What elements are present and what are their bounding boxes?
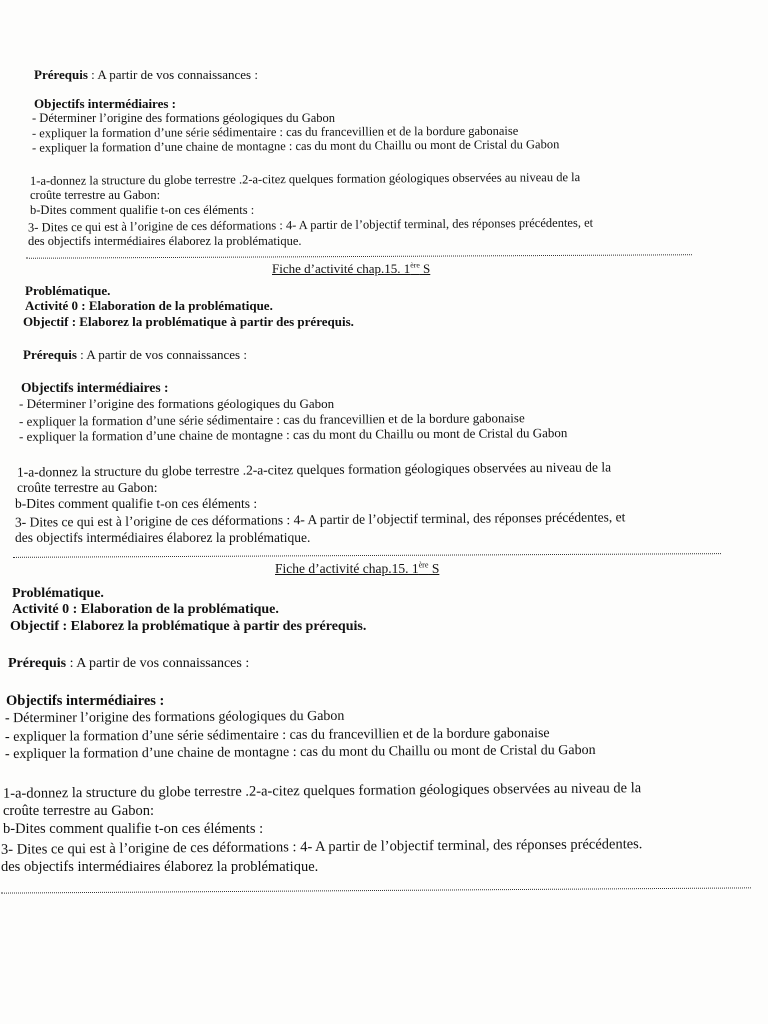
objectif-2: Objectif : Elaborez la problématique à partir des prérequis. xyxy=(23,314,354,329)
fiche-title-2 xyxy=(272,262,430,275)
prerequis-line-1 xyxy=(34,68,258,81)
objectif-item-1-3: - expliquer la formation d’une chaine de montagne : cas du mont du Chaillu ou mont de Cristal du Gabon xyxy=(31,137,560,155)
prerequis-text: : A partir de vos connaissances : xyxy=(66,656,250,671)
problematique-3: Problématique. xyxy=(12,586,104,601)
question-2-5: des objectifs intermédiaires élaborez la problématique. xyxy=(15,530,311,545)
objectif-3: Objectif : Elaborez la problématique à partir des prérequis. xyxy=(10,619,367,634)
question-3-3: b-Dites comment qualifie t-on ces éléments : xyxy=(3,821,264,837)
separator-dotted-3 xyxy=(1,887,751,893)
question-1-4: 3- Dites ce qui est à l’origine de ces déformations : 4- A partir de l’objectif terminal, des réponses précédentes, et xyxy=(27,215,594,235)
objectif-item-1-1: - Déterminer l’origine des formations géologiques du Gabon xyxy=(32,111,336,125)
fiche-title-text: Fiche d’activité chap.15. 1 xyxy=(272,261,411,276)
objectif-item-1-2: - expliquer la formation d’une série sédimentaire : cas du francevillien et de la bordure gabonaise xyxy=(31,123,519,141)
objectifs-title-3: Objectifs intermédiaires : xyxy=(6,693,165,709)
question-2-4: 3- Dites ce qui est à l’origine de ces déformations : 4- A partir de l’objectif terminal, des réponses précédentes, et xyxy=(14,509,626,530)
question-2-1: 1-a-donnez la structure du globe terrestre .2-a-citez quelques formation géologiques observées au niveau de la xyxy=(16,459,612,480)
activite-2: Activité 0 : Elaboration de la problématique. xyxy=(25,298,273,313)
question-3-1: 1-a-donnez la structure du globe terrestre .2-a-citez quelques formation géologiques observées au niveau de la xyxy=(2,780,642,802)
question-1-2: croûte terrestre au Gabon: xyxy=(30,188,161,202)
prerequis-label: Prérequis xyxy=(8,656,67,671)
fiche-title-suffix: S xyxy=(419,261,431,276)
separator-dotted-1 xyxy=(26,254,692,258)
objectifs-title-2: Objectifs intermédiaires : xyxy=(21,380,169,395)
fiche-title-suffix: S xyxy=(428,561,440,576)
prerequis-line-3 xyxy=(8,657,249,671)
prerequis-line-2 xyxy=(23,348,247,361)
question-3-5: des objectifs intermédiaires élaborez la problématique. xyxy=(1,859,319,875)
question-1-1: 1-a-donnez la structure du globe terrestre .2-a-citez quelques formation géologiques observées au niveau de la xyxy=(29,170,581,188)
fiche-title-sup: ère xyxy=(418,560,429,570)
objectif-item-3-1: - Déterminer l’origine des formations géologiques du Gabon xyxy=(4,708,345,727)
prerequis-text: : A partir de vos connaissances : xyxy=(87,67,258,82)
question-3-2: croûte terrestre au Gabon: xyxy=(3,803,154,819)
fiche-title-3 xyxy=(275,562,439,576)
objectif-item-3-3: - expliquer la formation d’une chaine de montagne : cas du mont du Chaillu ou mont de Cristal du Gabon xyxy=(4,742,596,763)
problematique-2: Problématique. xyxy=(25,283,111,298)
question-3-4: 3- Dites ce qui est à l’origine de ces déformations : 4- A partir de l’objectif terminal, des réponses précédentes. xyxy=(0,836,643,858)
question-2-3: b-Dites comment qualifie t-on ces éléments : xyxy=(15,496,258,511)
prerequis-text: : A partir de vos connaissances : xyxy=(76,347,247,362)
prerequis-label: Prérequis xyxy=(34,67,88,82)
fiche-title-sup: ère xyxy=(410,260,420,270)
activite-3: Activité 0 : Elaboration de la problématique. xyxy=(12,602,279,617)
fiche-title-text: Fiche d’activité chap.15. 1 xyxy=(275,561,419,576)
question-1-3: b-Dites comment qualifie t-on ces éléments : xyxy=(30,203,255,217)
prerequis-label: Prérequis xyxy=(23,347,77,362)
objectif-item-3-2: - expliquer la formation d’une série sédimentaire : cas du francevillien et de la bordure gabonaise xyxy=(4,726,550,745)
objectif-item-2-2: - expliquer la formation d’une série sédimentaire : cas du francevillien et de la bordure gabonaise xyxy=(18,410,525,429)
question-2-2: croûte terrestre au Gabon: xyxy=(17,480,158,495)
objectifs-title-1: Objectifs intermédiaires : xyxy=(34,96,176,111)
objectif-item-2-1: - Déterminer l’origine des formations géologiques du Gabon xyxy=(19,396,335,411)
separator-dotted-2 xyxy=(13,553,721,558)
question-1-5: des objectifs intermédiaires élaborez la problématique. xyxy=(28,234,302,248)
objectif-item-2-3: - expliquer la formation d’une chaine de montagne : cas du mont du Chaillu ou mont de Cristal du Gabon xyxy=(18,425,568,444)
